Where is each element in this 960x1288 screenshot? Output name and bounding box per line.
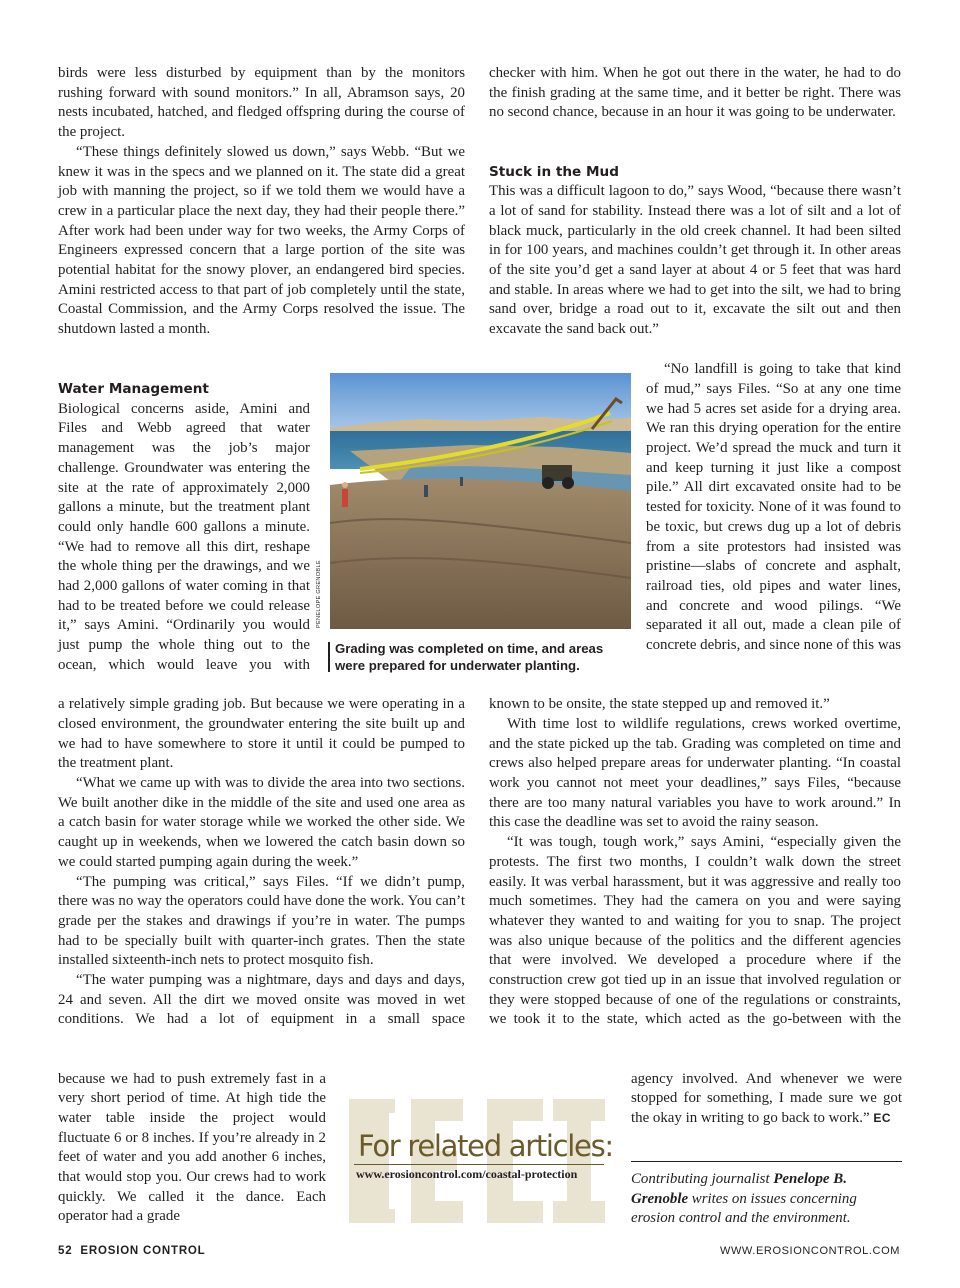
caption-rule: [328, 642, 330, 672]
paragraph: Biological concerns aside, Amini and Files and Webb agreed that water management was the job’s major challenge. Groundwater was entering the site at the rate of approximately 2,000 gallons a minute, but the treatment plant could only handle 600 gallons a minute. “We had to remove all this dirt, reshape the whole thing per the drawings, and we had 2,000 gallons of water coming in that had to be treated before we could release it,” says Amini. “Ordinarily you would just pump the whole thing out to the ocean, which would leave you with: [58, 400, 310, 673]
paragraph: checker with him. When he got out there in the water, he had to do the finish grading at the same time, and it better be right. There was no second chance, because in an hour it was going to be underwater.: [489, 65, 901, 121]
page-footer-left: [58, 1245, 206, 1257]
column-1-wide-text: [58, 695, 465, 1030]
paragraph: a relatively simple grading job. But because we were operating in a closed environment, the groundwater entering the site built up and we had to have somewhere to store it until it could be pumped to the treatment plant.: [58, 696, 465, 772]
magazine-name: EROSION CONTROL: [80, 1245, 206, 1257]
related-articles-title: For related articles:: [358, 1129, 613, 1163]
author-bio: [631, 1170, 902, 1229]
promo-divider: [354, 1164, 604, 1165]
author-name: Penelope B. Grenoble: [631, 1171, 847, 1207]
column-2-end-text: [631, 1070, 902, 1129]
paragraph: “What we came up with was to divide the area into two sections. We built another dike in the middle of the site and used one area as a catch basin for water storage while we worked the other side. We caught up in weekends, when we lowered the catch basin down so we could started pumping again during the week.”: [58, 775, 465, 870]
column-1-narrow-text: [58, 400, 310, 676]
section-heading-water-management: Water Management: [58, 381, 209, 397]
end-mark: EC: [873, 1110, 892, 1125]
bio-prefix: Contributing journalist: [631, 1171, 774, 1187]
paragraph: “It was tough, tough work,” says Amini, “especially given the protests. The first two months, I couldn’t walk down the street easily. It was verbal harassment, but it was aggressive and really too much sometimes. They had the camera on you and were saying whatever they wanted to and waiting for you to snap. The project was also unique because of the politics and the different agencies that were involved. We developed a procedure where if the construction crew got tied up in an issue that involved regulation or they were stopped because of one of the regulations or constraints, we took it to the state, which acted as the go-between with the: [489, 834, 901, 1028]
paragraph: “These things definitely slowed us down,” says Webb. “But we knew it was in the specs and we planned on it. The state did a great job with manning the project, so if we told them we would have a crew in a particular place the next day, they had their people there.” After work had been under way for two weeks, the Army Corps of Engineers expressed concern that a large portion of the site was potential habitat for the snowy plover, an endangered bird species. Amini restricted access to that part of job completely until the state, Coastal Commission, and the Army Corps resolved the issue. The shutdown lasted a month.: [58, 143, 465, 338]
paragraph: [631, 1070, 902, 1129]
bio-divider: [631, 1161, 902, 1162]
bio-suffix: writes on issues concerning erosion control and the environment.: [631, 1190, 857, 1227]
photo-caption: Grading was completed on time, and areas were prepared for underwater planting.: [335, 641, 604, 673]
paragraph: This was a difficult lagoon to do,” says Wood, “because there wasn’t a lot of sand for stability. Instead there was a lot of silt and a lot of black muck, particularly in the old creek channel. It had been silted in for 100 years, and machines couldn’t get through it. In other areas of the site you’d get a sand layer at about 4 or 5 feet that was hard and stable. In areas where we had to get into the silt, we had to bring sand over, bridge a road out to it, excavate the silt out and then excavate the sand back out.”: [489, 183, 901, 338]
column-1-bottom-text: [58, 1070, 326, 1228]
related-articles-link[interactable]: www.erosioncontrol.com/coastal-protection: [356, 1167, 578, 1181]
column-1-top-text: [58, 64, 465, 340]
paragraph: because we had to push extremely fast in a very short period of time. At high tide the water table inside the project would fluctuate 6 or 8 inches. If you’re already in 2 feet of water and you add another 6 inches, that would stop you. Our crews had to work quickly. We called it the dance. Each operator had a grade: [58, 1070, 326, 1225]
paragraph: “No landfill is going to take that kind of mud,” says Files. “So at any one time we had 5 acres set aside for a drying area. We ran this drying operation for the entire project. We’d spread the muck and turn it and keep turning it just like a compost pile.” All dirt excavated onsite had to be tested for toxicity. None of it was found to be toxic, but crews dug up a lot of debris from a site protestors had insisted was pristine—slabs of concrete and asphalt, railroad ties, old pipes and water lines, and concrete and wood pilings. “We separated it all out, made a clean pile of concrete debris, and since none of this was: [646, 361, 901, 654]
column-2-narrow-text: [646, 360, 901, 656]
section-heading-stuck-in-the-mud: Stuck in the Mud: [489, 163, 619, 180]
column-2-mud-text: [489, 182, 901, 340]
column-2-wide-text: [489, 695, 901, 1030]
page-number: 52: [58, 1245, 73, 1257]
photo-credit-text: PENELOPE GRENOBLE: [316, 560, 322, 628]
paragraph: known to be onsite, the state stepped up and removed it.”: [489, 696, 830, 713]
column-2-top-text: [489, 64, 901, 123]
paragraph: birds were less disturbed by equipment than by the monitors rushing forward with sound monitors.” In all, Abramson says, 20 nests incubated, hatched, and fledged offspring during the course of the project.: [58, 65, 465, 141]
paragraph: With time lost to wildlife regulations, crews worked overtime, and the state picked up the tab. Grading was completed on time and crews also helped prepare areas for underwater planting. “In coastal work you cannot not meet your deadlines,” says Files, “because there are too many natural variables you have to work around.” In this case the deadline was set to avoid the rainy season.: [489, 715, 901, 831]
footer-website: WWW.EROSIONCONTROL.COM: [719, 1245, 900, 1257]
site-photo: [330, 373, 631, 629]
paragraph: “The pumping was critical,” says Files. “If we didn’t pump, there was no way the operators could have done the work. You can’t grade per the stakes and drawings if you’re in water. The pumps had to be specially built with quarter-inch grates. Then the state installed sixteenth-inch nets to protect mosquito fish.: [58, 873, 465, 969]
paragraph: “The water pumping was a nightmare, days and days and days, 24 and seven. All the dirt we moved onsite was moved in wet conditions. We had a lot of equipment in a small space: [58, 972, 465, 1028]
photo-credit: [314, 560, 324, 631]
paragraph-text: agency involved. And whenever we were stopped for something, I made sure we got the okay in writing to go back to work.”: [631, 1070, 902, 1126]
